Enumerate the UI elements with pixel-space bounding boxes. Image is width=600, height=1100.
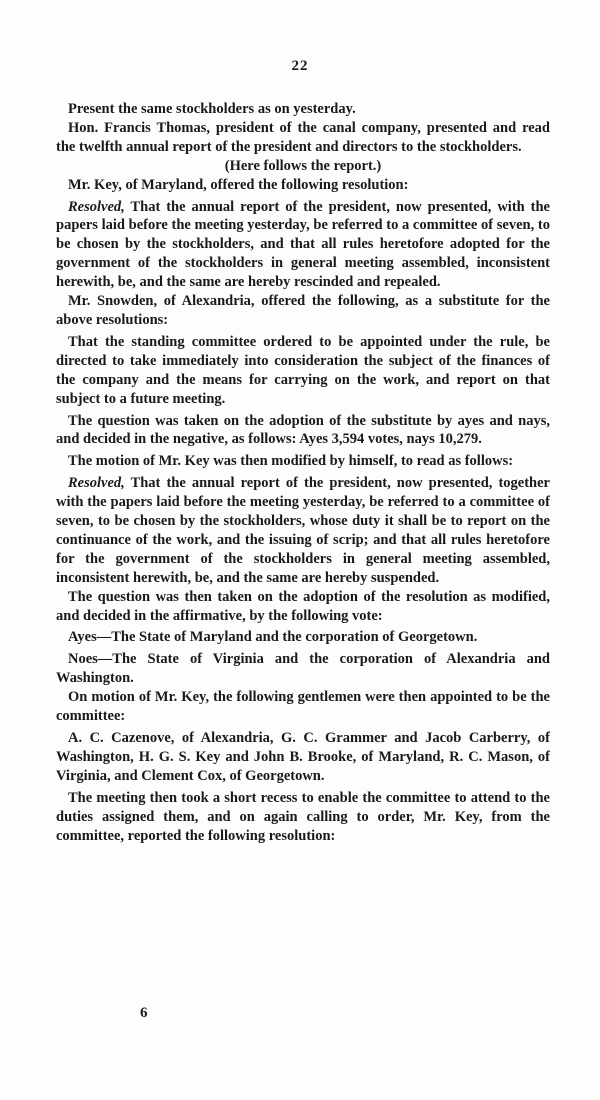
- paragraph-substitute-vote: The question was taken on the adoption of the substitute by ayes and nays, and decided in the negative, as follows: Ayes 3,594 votes, nays 10,279.: [56, 412, 550, 448]
- paragraph-committee-motion: On motion of Mr. Key, the following gentlemen were then appointed to be the committee:: [56, 689, 550, 725]
- resolution-1-text: That the annual report of the president, now presented, with the papers laid before the meeting yesterday, be referred to a committee of seven, to be chosen by the stockholders, and that all rules heretofore adopted for the government of the stockholders in general meeting assembled, inconsistent herewith, be, and the same are hereby rescinded and repealed.: [56, 198, 550, 291]
- paragraph-ayes: Ayes—The State of Maryland and the corporation of Georgetown.: [68, 629, 478, 646]
- paragraph-resolution-vote: The question was then taken on the adoption of the resolution as modified, and decided in the affirmative, by the following vote:: [56, 588, 550, 624]
- paragraph-snowden-substitute: Mr. Snowden, of Alexandria, offered the following, as a substitute for the above resolutions:: [56, 293, 550, 328]
- paragraph-attendance: Present the same stockholders as on yesterday.: [68, 101, 356, 117]
- paragraph-recess: The meeting then took a short recess to enable the committee to attend to the duties assigned them, and on again calling to order, Mr. Key, from the committee, reported the following resolution:: [56, 789, 550, 844]
- paragraph-key-offer: Mr. Key, of Maryland, offered the following resolution:: [68, 176, 409, 193]
- resolved-label: Resolved,: [68, 198, 125, 215]
- resolution-2-text: That the annual report of the president, now presented, together with the papers laid before the meeting yesterday, be referred to a committee of seven, to be chosen by the stockholders, whose duty it shall be to report on the continuance of the work, and the issuing of scrip; and that all rules heretofore for the government of the stockholders in general meeting assembled, inconsistent herewith, be, and the same are hereby suspended.: [56, 475, 550, 586]
- resolved-label: Resolved,: [68, 475, 125, 492]
- paragraph-noes: Noes—The State of Virginia and the corporation of Alexandria and Washington.: [56, 651, 550, 687]
- paragraph-resolution-1: [56, 198, 550, 293]
- paragraph-report-presented: Hon. Francis Thomas, president of the canal company, presented and read the twelfth annual report of the president and directors to the stockholders.: [56, 119, 550, 155]
- paragraph-key-modified: The motion of Mr. Key was then modified by himself, to read as follows:: [68, 453, 514, 470]
- body-text: [56, 100, 550, 845]
- paragraph-report-note: (Here follows the report.): [224, 157, 382, 174]
- page-number: 22: [291, 58, 309, 74]
- paragraph-committee-members: A. C. Cazenove, of Alexandria, G. C. Grammer and Jacob Carberry, of Washington, H. G. S. Key and John B. Brooke, of Maryland, R. C. Mason, of Virginia, and Clement Cox, of Georgetown.: [56, 730, 550, 784]
- paragraph-resolution-2: [56, 474, 550, 587]
- signature-mark: 6: [140, 1005, 148, 1021]
- paragraph-substitute-text: That the standing committee ordered to be appointed under the rule, be directed to take immediately into consideration the subject of the finances of the company and the means for carrying on the work, and report on that subject to a future meeting.: [56, 333, 550, 407]
